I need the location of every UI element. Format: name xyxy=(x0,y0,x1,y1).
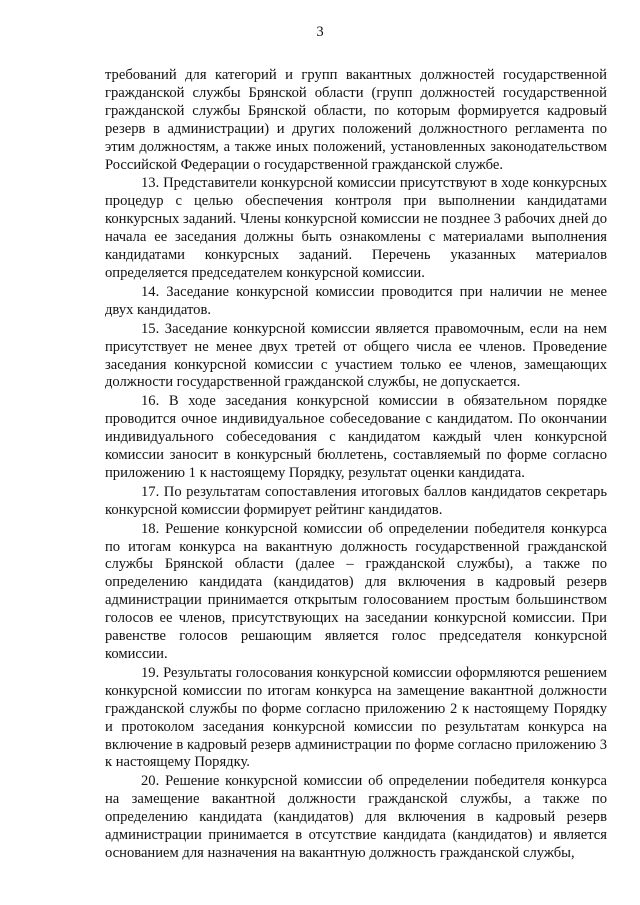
paragraph-19: 19. Результаты голосования конкурсной комиссии оформляются решением конкурсной комиссии по итогам конкурса на замещение вакантной должности гражданской службы по форме согласно приложению 2 к настоящему Порядку и протоколом заседания конкурсной комиссии по результатам конкурса на включение в кадровый резерв администрации по форме согласно приложению 3 к настоящему Порядку. xyxy=(105,664,607,771)
document-body xyxy=(105,67,607,864)
paragraph-17: 17. По результатам сопоставления итоговых баллов кандидатов секретарь конкурсной комиссии формирует рейтинг кандидатов. xyxy=(105,483,607,518)
paragraph-continuation: требований для категорий и групп вакантных должностей государственной гражданской службы Брянской области (групп должностей государственной гражданской службы Брянской области, по которым формируется кадровый резерв в администрации) и других положений должностного регламента по этим должностям, а также иных положений, установленных законодательством Российской Федерации о государственной гражданской службе. xyxy=(105,67,607,173)
paragraph-20: 20. Решение конкурсной комиссии об определении победителя конкурса на замещение вакантной должности гражданской службы, а также по определению кандидата (кандидатов) для включения в кадровый резерв администрации принимается в отсутствие кандидата (кандидатов) и является основанием для назначения на вакантную должность гражданской службы, xyxy=(105,773,607,861)
paragraph-16: 16. В ходе заседания конкурсной комиссии в обязательном порядке проводится очное индивидуальное собеседование с кандидатом. По окончании индивидуального собеседования с кандидатом каждый член конкурсной комиссии заносит в конкурсный бюллетень, составляемый по форме согласно приложению 1 к настоящему Порядку, результат оценки кандидата. xyxy=(105,393,607,481)
paragraph-13: 13. Представители конкурсной комиссии присутствуют в ходе конкурсных процедур с целью обеспечения контроля при выполнении кандидатами конкурсных заданий. Члены конкурсной комиссии не позднее 3 рабочих дней до начала ее заседания должны быть ознакомлены с материалами выполнения кандидатами конкурсных заданий. Перечень указанных материалов определяется председателем конкурсной комиссии. xyxy=(105,175,607,281)
paragraph-14: 14. Заседание конкурсной комиссии проводится при наличии не менее двух кандидатов. xyxy=(105,283,607,318)
page-number: 3 xyxy=(316,24,324,40)
paragraph-18: 18. Решение конкурсной комиссии об определении победителя конкурса по итогам конкурса на вакантную должность государственной гражданской службы Брянской области (далее – гражданской службы), а также по определению кандидата (кандидатов) для включения в кадровый резерв администрации принимается открытым голосованием простым большинством голосов ее членов, присутствующих на заседании конкурсной комиссии. При равенстве голосов решающим является голос председателя конкурсной комиссии. xyxy=(105,520,607,662)
paragraph-15: 15. Заседание конкурсной комиссии является правомочным, если на нем присутствует не менее двух третей от общего числа ее членов. Проведение заседания конкурсной комиссии с участием только ее членов, замещающих должности государственной гражданской службы, не допускается. xyxy=(105,320,607,391)
